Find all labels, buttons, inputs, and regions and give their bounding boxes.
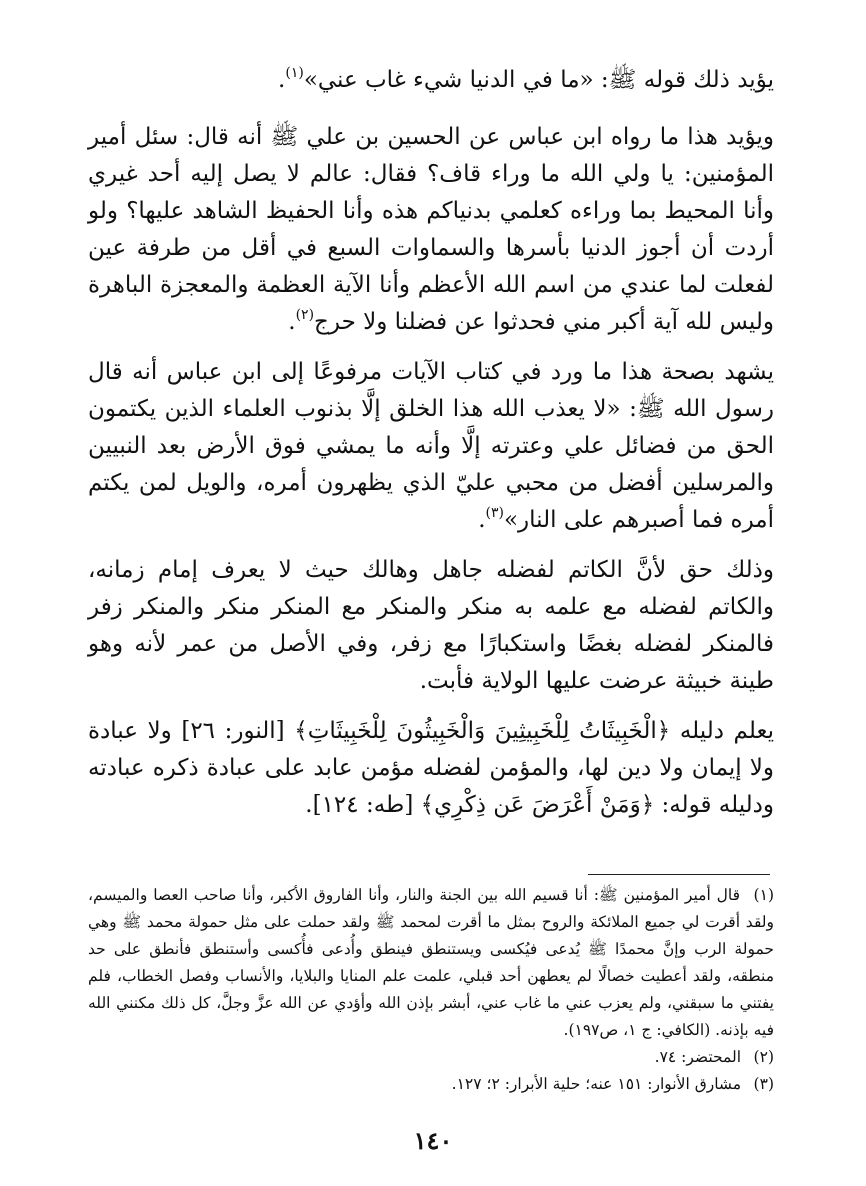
- footnote-ref-1: (١): [285, 65, 304, 81]
- page-number: ١٤٠: [413, 1126, 453, 1155]
- footnote-ref-3: (٣): [485, 505, 504, 521]
- paragraph-5: يعلم دليله ﴿الْخَبِيثَاتُ لِلْخَبِيثِينَ وَالْخَبِيثُونَ لِلْخَبِيثَاتِ﴾ [النور: ٢٦] ولا عبادة ولا إيمان ولا دين لها، والمؤمن لفضله مؤمن عابد على عبادة ذكره عبادته ودليله قوله: ﴿وَمَنْ أَعْرَضَ عَن ذِكْرِي﴾ [طه: ١٢٤].: [88, 718, 774, 818]
- paragraph-2: ويؤيد هذا ما رواه ابن عباس عن الحسين بن علي ﷺ أنه قال: سئل أمير المؤمنين: يا ولي الله ما وراء قاف؟ فقال: عالم لا يصل إليه أحد غيري وأنا المحيط بما وراءه كعلمي بدنياكم هذه وأنا الحفيظ الشاهد عليها؟ ولو أردت أن أجوز الدنيا بأسرها والسماوات السبع في أقل من طرفة عين لفعلت لما عندي من اسم الله الأعظم وأنا الآية العظمة والمعجزة الباهرة وليس لله آية أكبر مني فحدثوا عن فضلنا ولا حرج$^{(٢)}$.: [88, 124, 774, 335]
- paragraph-3: يشهد بصحة هذا ما ورد في كتاب الآيات مرفوعًا إلى ابن عباس أنه قال رسول الله ﷺ: «لا يعذب الله هذا الخلق إلَّا بذنوب العلماء الذين يكتمون الحق من فضائل علي وعترته إلَّا وأنه ما يمشي فوق الأرض بعد النبيين والمرسلين أفضل من محبي عليّ الذي يظهرون أمره، والويل لمن يكتم أمره فما أصبرهم على النار»$^{(٣)}$.: [88, 359, 774, 533]
- footnotes: [88, 882, 774, 1098]
- footnote-divider: [588, 874, 770, 875]
- footnote-ref-2: (٢): [295, 307, 315, 323]
- footnote-2: (٢) المحتضر: ٧٤.: [654, 1048, 774, 1066]
- footnote-3: (٣) مشارق الأنوار: ١٥١ عنه؛ حلية الأبرار: ٢؛ ١٢٧.: [451, 1075, 774, 1093]
- paragraph-1: يؤيد ذلك قوله ﷺ: «ما في الدنيا شيء غاب عني»$^{(١)}$.: [278, 65, 774, 93]
- footnote-1: (١) قال أمير المؤمنين ﷺ: أنا قسيم الله بين الجنة والنار، وأنا الفاروق الأكبر، وأنا صاحب العصا والميسم، ولقد أقرت لي جميع الملائكة والروح بمثل ما أقرت لمحمد ﷺ ولقد حملت على مثل حمولة محمد ﷺ وهي حمولة الرب وإنَّ محمدًا ﷺ يُدعى فيُكسى ويستنطق فينطق وأُدعى فأُكسى وأستنطق فأنطق على حد منطقه، ولقد أعطيت خصالًا لم يعطهن أحد قبلي، علمت علم المنايا والبلايا، والأنساب وفصل الخطاب، فلم يفتني ما سبقني، ولم يعزب عني ما غاب عني، أبشر بإذن الله وأؤدي عن الله عزَّ وجلَّ، كل ذلك مكنني الله فيه بإذنه. (الكافي: ج ١، ص١٩٧).: [88, 886, 774, 1039]
- main-text: [88, 62, 774, 837]
- paragraph-4: وذلك حق لأنَّ الكاتم لفضله جاهل وهالك حيث لا يعرف إمام زمانه، والكاتم لفضله مع علمه به منكر والمنكر مع المنكر منكر والمنكر زفر فالمنكر لفضله بغضًا واستكبارًا مع زفر، وفي الأصل من عمر لأنه وهو طينة خبيثة عرضت عليها الولاية فأبت.: [88, 557, 774, 694]
